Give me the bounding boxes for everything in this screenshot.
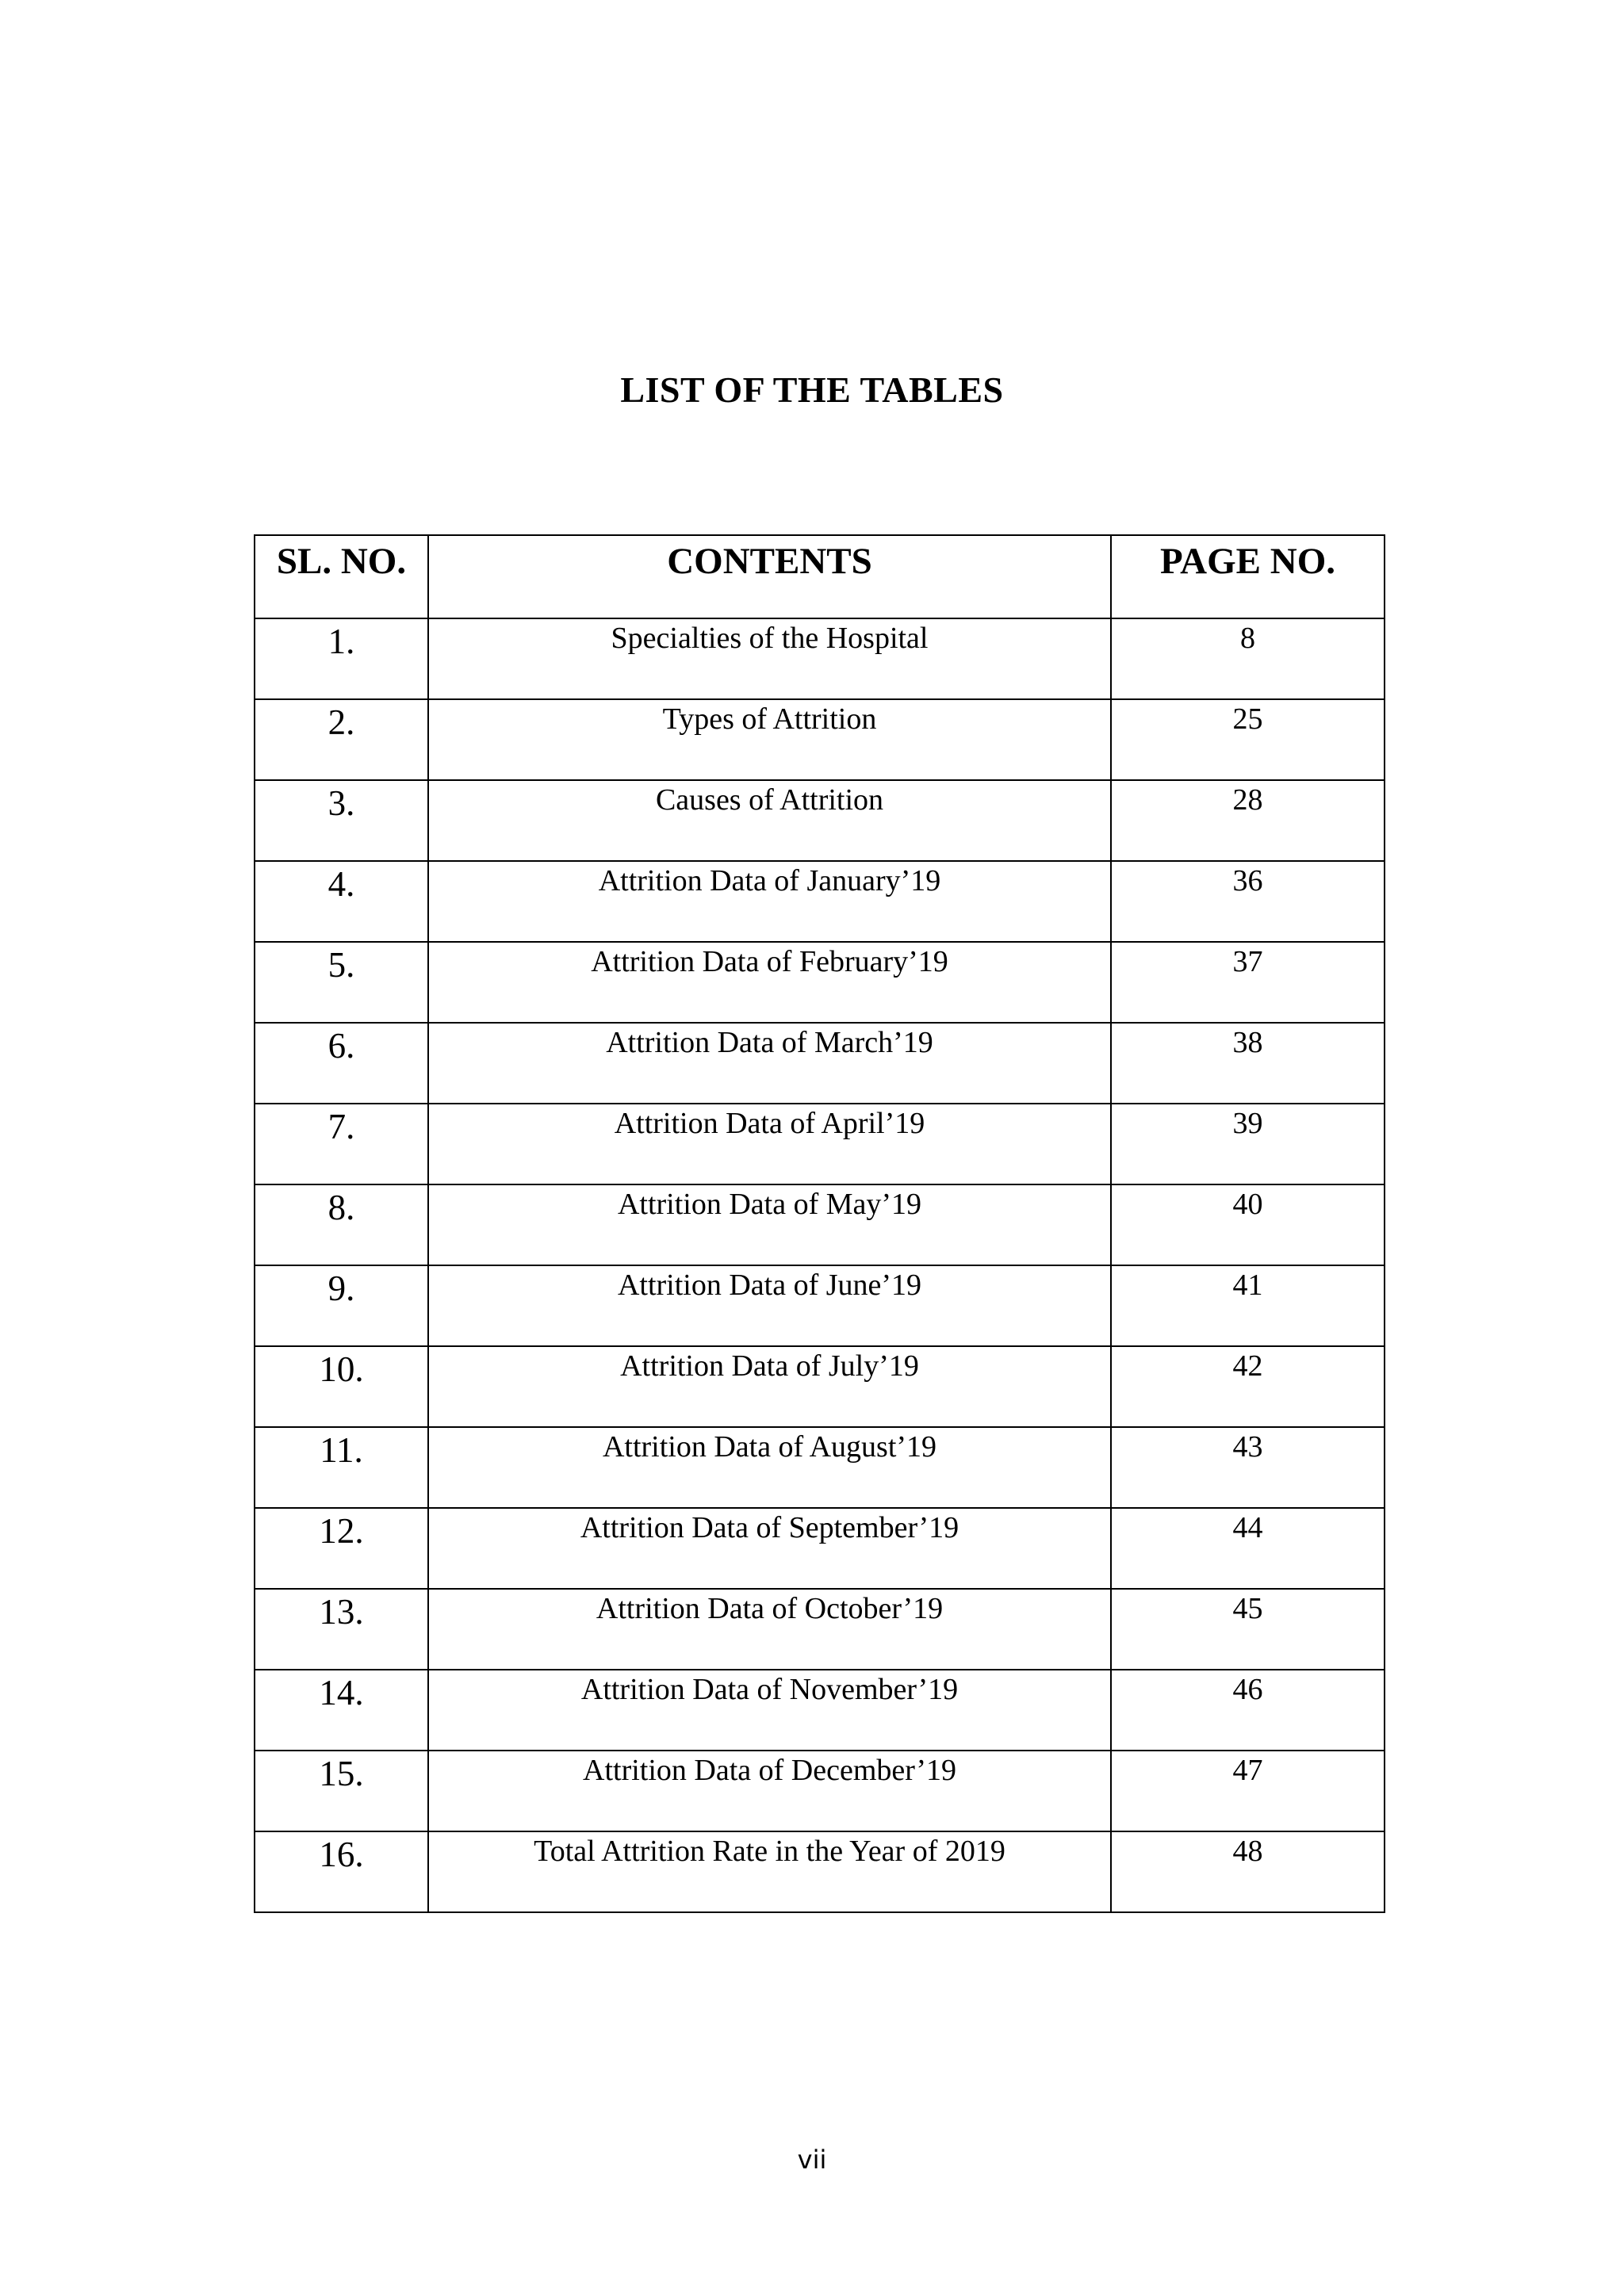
row-sl-no: 16.	[255, 1831, 428, 1912]
row-contents: Specialties of the Hospital	[428, 618, 1111, 699]
row-page-no: 43	[1111, 1427, 1385, 1508]
row-page-no: 44	[1111, 1508, 1385, 1589]
table-row	[255, 1670, 1385, 1751]
row-contents: Attrition Data of March’19	[428, 1023, 1111, 1104]
row-sl-no: 5.	[255, 942, 428, 1023]
table-header-row	[255, 535, 1385, 618]
row-page-no: 39	[1111, 1104, 1385, 1184]
row-contents: Attrition Data of September’19	[428, 1508, 1111, 1589]
row-contents: Attrition Data of July’19	[428, 1346, 1111, 1427]
row-sl-no: 13.	[255, 1589, 428, 1670]
row-sl-no: 9.	[255, 1265, 428, 1346]
table-row	[255, 1751, 1385, 1831]
list-of-tables	[254, 534, 1385, 1913]
row-contents: Attrition Data of August’19	[428, 1427, 1111, 1508]
row-contents: Attrition Data of April’19	[428, 1104, 1111, 1184]
header-page-no: PAGE NO.	[1111, 535, 1385, 618]
row-sl-no: 4.	[255, 861, 428, 942]
table-body	[255, 618, 1385, 1912]
table-row	[255, 1184, 1385, 1265]
row-sl-no: 8.	[255, 1184, 428, 1265]
header-sl-no: SL. NO.	[255, 535, 428, 618]
table-row	[255, 1589, 1385, 1670]
row-sl-no: 6.	[255, 1023, 428, 1104]
row-page-no: 48	[1111, 1831, 1385, 1912]
row-contents: Attrition Data of November’19	[428, 1670, 1111, 1751]
row-sl-no: 14.	[255, 1670, 428, 1751]
table-row	[255, 780, 1385, 861]
row-contents: Attrition Data of January’19	[428, 861, 1111, 942]
row-page-no: 36	[1111, 861, 1385, 942]
table-row	[255, 699, 1385, 780]
table-row	[255, 942, 1385, 1023]
page-number: vii	[797, 2145, 827, 2175]
table-row	[255, 1831, 1385, 1912]
row-page-no: 25	[1111, 699, 1385, 780]
row-page-no: 45	[1111, 1589, 1385, 1670]
row-sl-no: 2.	[255, 699, 428, 780]
row-page-no: 8	[1111, 618, 1385, 699]
row-contents: Causes of Attrition	[428, 780, 1111, 861]
row-sl-no: 7.	[255, 1104, 428, 1184]
row-contents: Attrition Data of February’19	[428, 942, 1111, 1023]
table-row	[255, 1508, 1385, 1589]
table-row	[255, 861, 1385, 942]
table-row	[255, 618, 1385, 699]
row-page-no: 47	[1111, 1751, 1385, 1831]
row-contents: Attrition Data of June’19	[428, 1265, 1111, 1346]
row-sl-no: 1.	[255, 618, 428, 699]
row-contents: Attrition Data of December’19	[428, 1751, 1111, 1831]
table-row	[255, 1104, 1385, 1184]
row-contents: Attrition Data of May’19	[428, 1184, 1111, 1265]
row-sl-no: 11.	[255, 1427, 428, 1508]
table-row	[255, 1265, 1385, 1346]
row-page-no: 28	[1111, 780, 1385, 861]
row-contents: Types of Attrition	[428, 699, 1111, 780]
row-page-no: 38	[1111, 1023, 1385, 1104]
header-contents: CONTENTS	[428, 535, 1111, 618]
row-sl-no: 12.	[255, 1508, 428, 1589]
row-page-no: 46	[1111, 1670, 1385, 1751]
row-page-no: 37	[1111, 942, 1385, 1023]
table-row	[255, 1346, 1385, 1427]
row-page-no: 40	[1111, 1184, 1385, 1265]
table-header	[255, 535, 1385, 618]
row-page-no: 42	[1111, 1346, 1385, 1427]
row-sl-no: 10.	[255, 1346, 428, 1427]
row-sl-no: 15.	[255, 1751, 428, 1831]
row-page-no: 41	[1111, 1265, 1385, 1346]
row-contents: Attrition Data of October’19	[428, 1589, 1111, 1670]
row-sl-no: 3.	[255, 780, 428, 861]
table-row	[255, 1427, 1385, 1508]
page-title: LIST OF THE TABLES	[620, 369, 1004, 410]
row-contents: Total Attrition Rate in the Year of 2019	[428, 1831, 1111, 1912]
table-row	[255, 1023, 1385, 1104]
